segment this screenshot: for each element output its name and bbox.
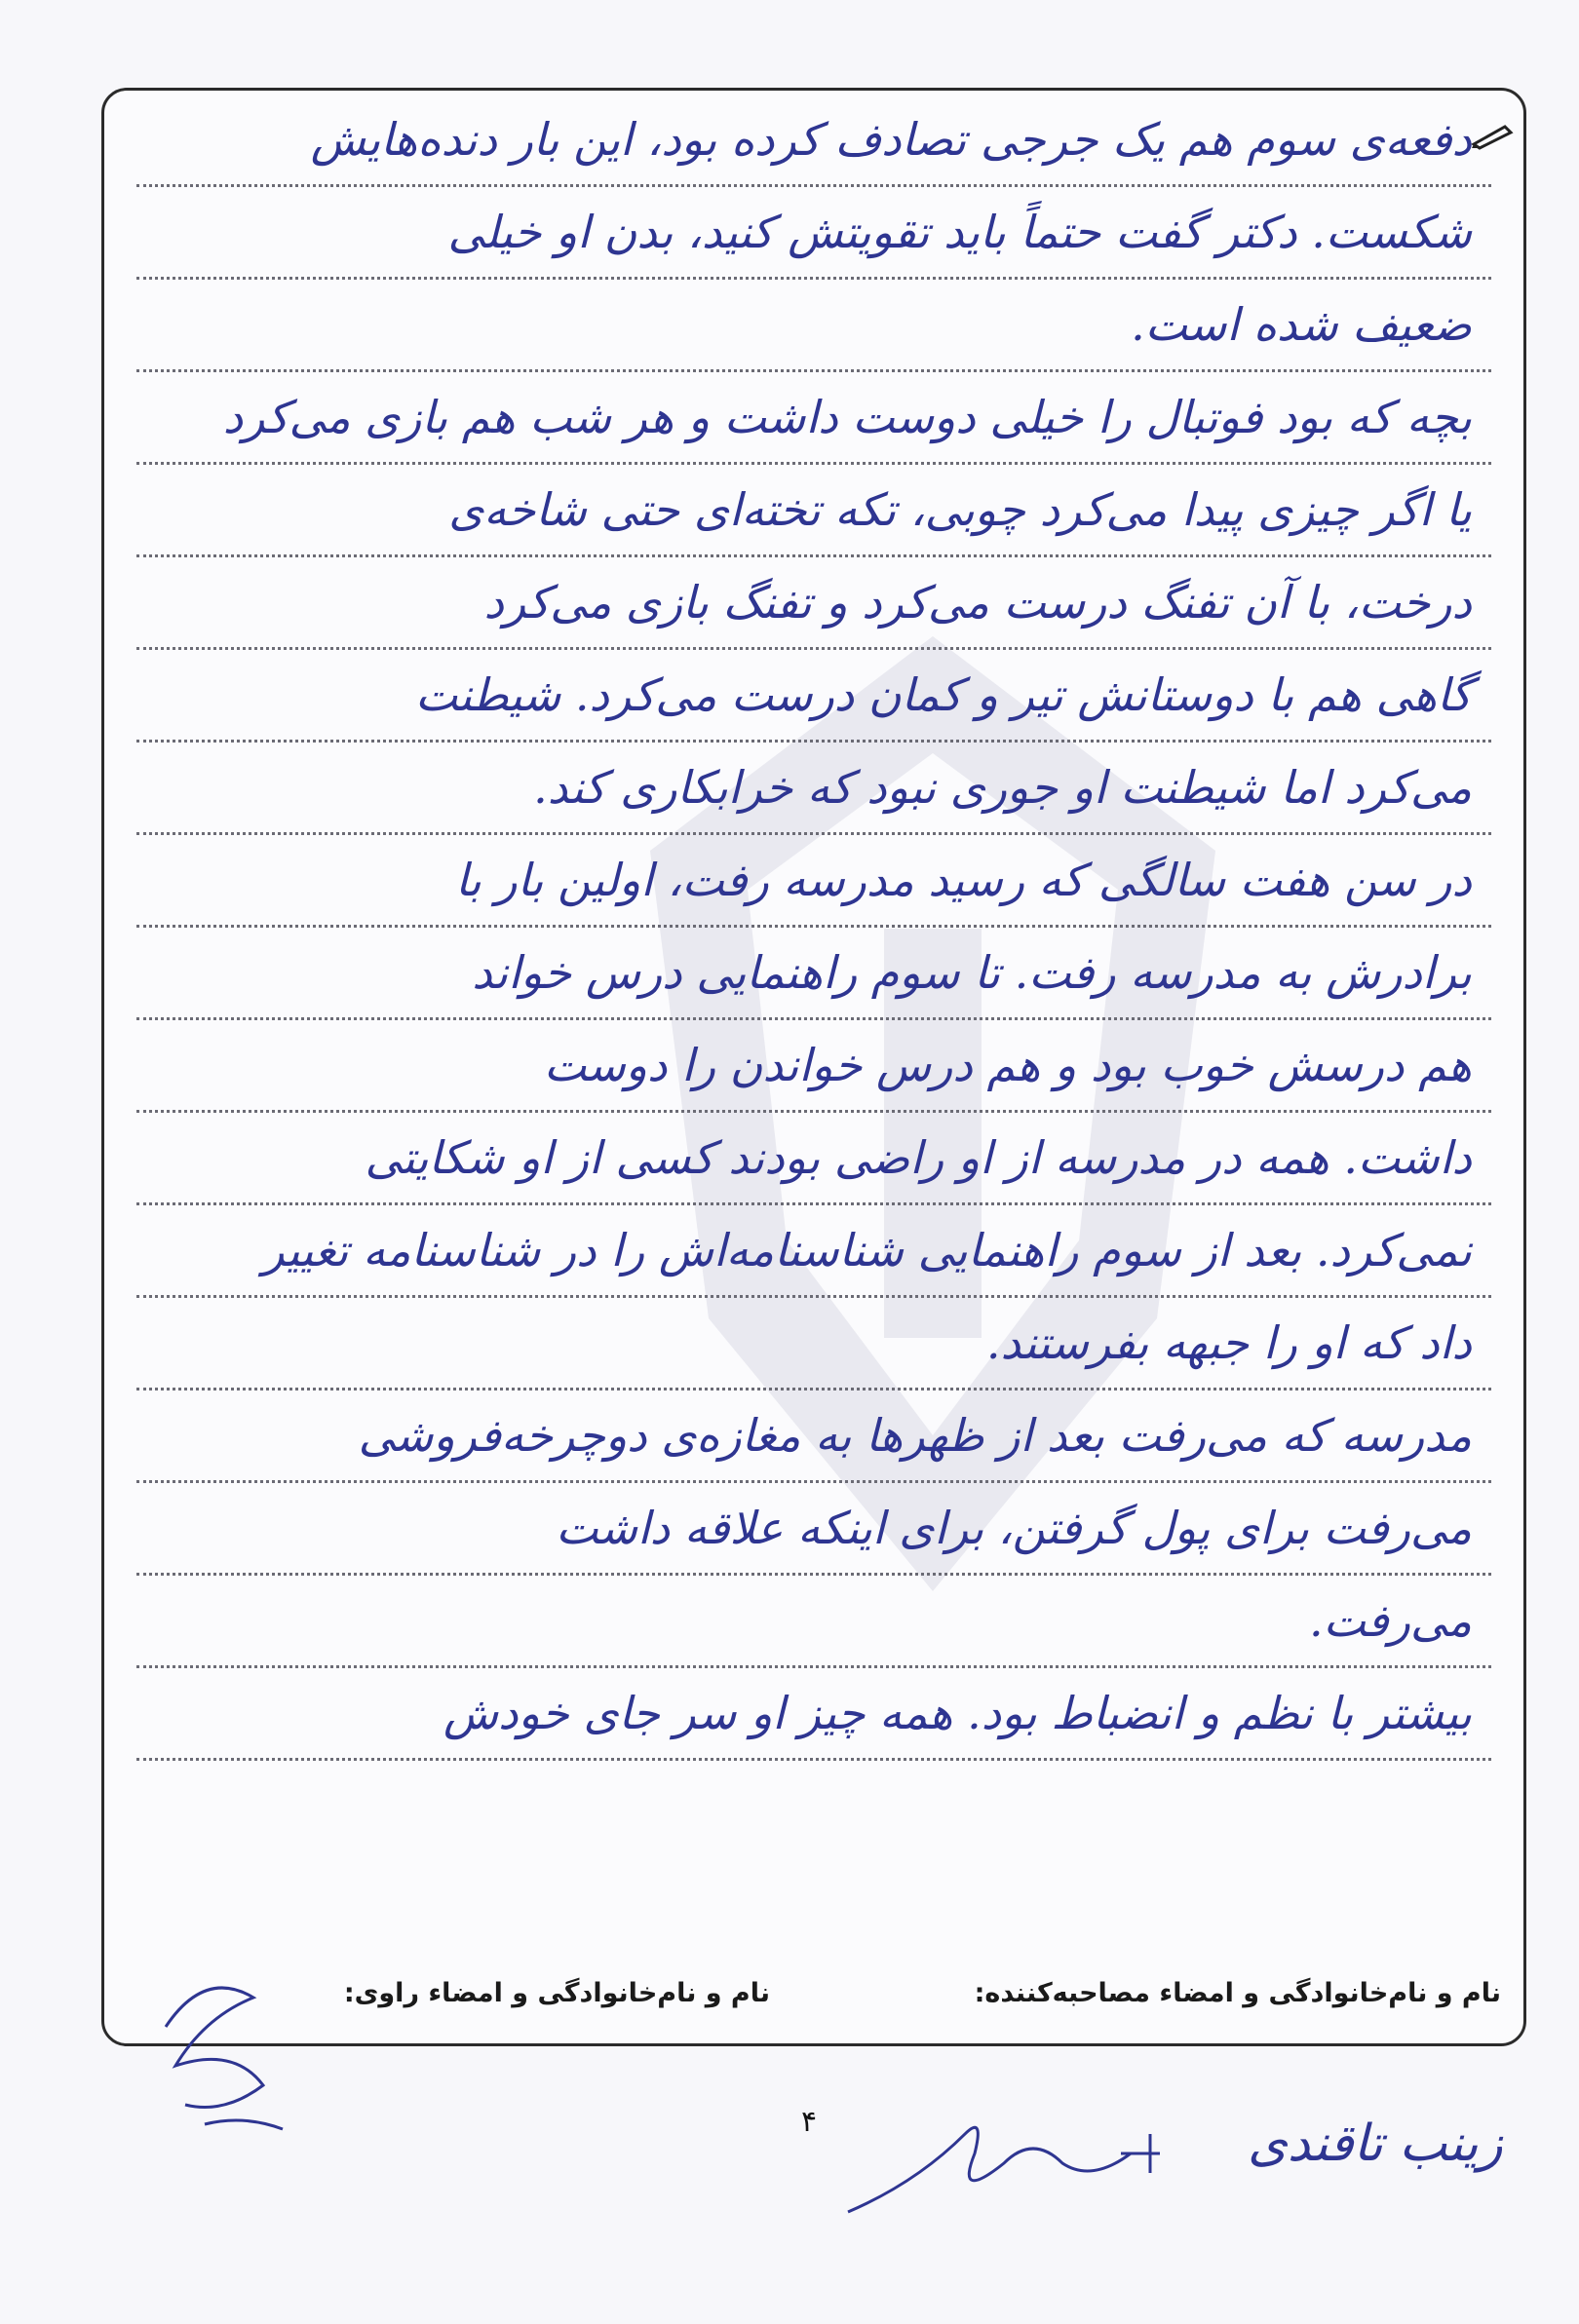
- narrator-label: نام و نام‌خانوادگی و امضاء راوی:: [343, 1978, 770, 2008]
- text-line: می‌رفت برای پول گرفتن، برای اینکه علاقه داشت: [136, 1486, 1491, 1576]
- text-line: مدرسه که می‌رفت بعد از ظهرها به مغازه‌ی دوچرخه‌فروشی: [136, 1393, 1491, 1483]
- text-line: هم درسش خوب بود و هم درس خواندن را دوست: [136, 1023, 1491, 1113]
- text-line: نمی‌کرد. بعد از سوم راهنمایی شناسنامه‌اش را در شناسنامه تغییر: [136, 1208, 1491, 1298]
- interviewer-label: نام و نام‌خانوادگی و امضاء مصاحبه‌کننده:: [974, 1978, 1501, 2008]
- text-line: بچه که بود فوتبال را خیلی دوست داشت و هر شب هم بازی می‌کرد: [136, 375, 1491, 465]
- text-line: داد که او را جبهه بفرستند.: [136, 1301, 1491, 1391]
- text-line: می‌کرد اما شیطنت او جوری نبود که خرابکاری کند.: [136, 745, 1491, 835]
- text-line: گاهی هم با دوستانش تیر و کمان درست می‌کرد. شیطنت: [136, 653, 1491, 743]
- handwritten-name: زینب تاقندی: [1248, 2114, 1503, 2173]
- narrator-signature: [146, 1959, 302, 2144]
- interviewer-signature: [838, 2095, 1209, 2231]
- text-line: دفعه‌ی سوم هم یک جرجی تصادف کرده بود، این بار دنده‌هایش: [136, 97, 1491, 187]
- text-line: داشت. همه در مدرسه از او راضی بودند کسی از او شکایتی: [136, 1116, 1491, 1205]
- text-line: بیشتر با نظم و انضباط بود. همه چیز او سر جای خودش: [136, 1671, 1491, 1761]
- text-line: ضعیف شده است.: [136, 283, 1491, 372]
- text-line: درخت، با آن تفنگ درست می‌کرد و تفنگ بازی می‌کرد: [136, 560, 1491, 650]
- page-number: ۴: [801, 2105, 818, 2139]
- text-line: در سن هفت سالگی که رسید مدرسه رفت، اولین بار با: [136, 838, 1491, 928]
- text-line: یا اگر چیزی پیدا می‌کرد چوبی، تکه تخته‌ای حتی شاخه‌ی: [136, 468, 1491, 557]
- text-line: شکست. دکتر گفت حتماً باید تقویتش کنید، بدن او خیلی: [136, 190, 1491, 280]
- text-line: می‌رفت.: [136, 1579, 1491, 1668]
- text-line: برادرش به مدرسه رفت. تا سوم راهنمایی درس خواند: [136, 931, 1491, 1020]
